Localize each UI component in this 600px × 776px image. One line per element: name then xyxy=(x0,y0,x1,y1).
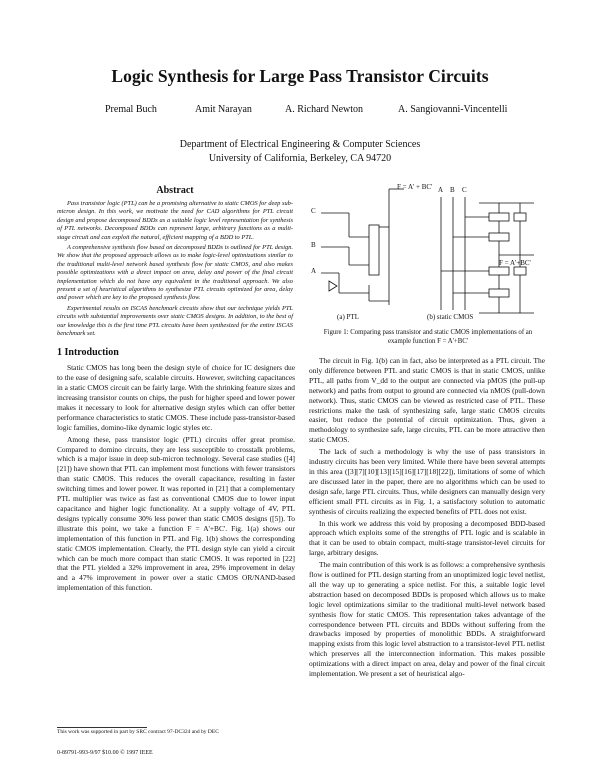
author-1: Premal Buch xyxy=(105,104,157,115)
figure-top-input-a: A xyxy=(438,186,444,194)
body-paragraph: In this work we address this void by proposing a decomposed BDD-based approach which exploits some of the strengths of PTL logic and is scalable in that it can be used to obtain compact, multi-stage transistor-level circuits for large, arbitrary designs. xyxy=(309,518,545,558)
figure-output-label: F = A' + BC' xyxy=(397,183,433,191)
nmos-transistor xyxy=(489,289,509,297)
pass-transistor-stack xyxy=(369,225,379,275)
author-4: A. Sangiovanni-Vincentelli xyxy=(398,104,508,115)
inverter-symbol xyxy=(329,281,337,291)
author-3: A. Richard Newton xyxy=(285,104,364,115)
body-paragraph: Static CMOS has long been the design style of choice for IC designers due to the ease of designing safe, scalable circuits. However, switching capacitances in a static CMOS circuit can be fairly large. With the shrinking feature sizes and increasing transistor counts on chips, the push for higher speed and lower power makes it necessary to look for alternative design styles which can offer better performance characteristics to static CMOS. These include pass-transistor-based logic families, domino-like dynamic logic styles etc. xyxy=(57,363,295,432)
body-paragraph: The main contribution of this work is as follows: a comprehensive synthesis flow is outlined for PTL design starting from an unoptimized logic level netlist, all the way up to generating a spice netlist. For this, a suitable logic level abstraction based on decomposed BDDs is proposed which allows us to make logic level optimizations similar to the traditional multi-level network based synthesis flow for static CMOS. This representation takes advantage of the correspondence between PTL circuits and BDDs without suffering from the drawbacks imposed by properties of monolithic BDDs. A straightforward mapping exists from this logic level abstraction to a transistor-level PTL netlist which preserves all the interconnection information. This makes possible optimizations with a direct impact on area, delay and power of the final circuit implementation. We present a set of heuristical algo- xyxy=(309,560,545,679)
left-column xyxy=(57,182,321,595)
affiliation-university: University of California, Berkeley, CA 94720 xyxy=(208,153,392,164)
pmos-transistor xyxy=(489,233,509,241)
figure-caption: Figure 1: Comparing pass transistor and static CMOS implementations of an example function F = A'+BC' xyxy=(323,329,533,345)
figure-input-b: B xyxy=(311,241,316,249)
body-paragraph: The lack of such a methodology is why the use of pass transistors in industry circuits has been very limited. While there have been several attempts in this area ([3][7][10][13][15][16][17][18][22]), limitations of some of which are discussed later in the paper, there are no algorithms which can be used to design safe, large PTL circuits. Thus, while designers can manually design very efficient small PTL circuits as in Fig. 1, a satisfactory solution to automatic synthesis of circuits realizing the expected benefits of PTL does not exist. xyxy=(309,447,545,516)
nmos-transistor xyxy=(514,267,526,275)
figure-top-input-b: B xyxy=(450,186,455,194)
figure-output-label-cmos: F = A'+BC' xyxy=(499,259,531,267)
abstract-paragraph: A comprehensive synthesis flow based on decomposed BDDs is outlined for PTL design. We show that the proposed approach allows us to make logic-level optimizations similar to the traditional multi-level network based synthesis flow for static CMOS, and also makes possible optimizations with a direct impact on area, delay and power of the final circuit implementation which do not have any equivalent in the traditional approach. We also present a set of heuristical algorithms to synthesize PTL circuits optimized for area, delay and power which are key to the proposed synthesis flow. xyxy=(57,243,293,302)
abstract-paragraph: Experimental results on ISCAS benchmark circuits show that our technique yields PTL circuits with substantial improvements over static CMOS designs. In addition, to the best of our knowledge this is the first time PTL circuits have been synthesized for the entire ISCAS benchmark set. xyxy=(57,304,293,337)
abstract-heading: Abstract xyxy=(156,185,194,196)
figure-top-input-c: C xyxy=(462,186,467,194)
circuit-diagram xyxy=(309,185,545,325)
footnote: This work was supported in part by SRC contract 97-DC324 and by DEC xyxy=(57,729,219,735)
body-paragraph: The circuit in Fig. 1(b) can in fact, also be interpreted as a PTL circuit. The only difference between PTL and static CMOS is that in static CMOS, unlike PTL, all paths from V_dd to the output are connected via pMOS (the pull-up network) and paths from output to ground are connected via nMOS (pull-down network). Thus, static CMOS can be viewed as restricted case of PTL. These restrictions make the task of synthesizing safe, large static CMOS circuits easier, but reduce the potential of circuit optimization. Thus, given a methodology to synthesize safe, large circuits, PTL can be more attractive then static CMOS. xyxy=(309,356,545,445)
pmos-transistor xyxy=(514,213,526,221)
section-heading-introduction: 1 Introduction xyxy=(57,347,119,359)
figure-input-a: A xyxy=(311,267,317,275)
affiliation-department: Department of Electrical Engineering & Computer Sciences xyxy=(179,139,421,150)
footnote-rule xyxy=(57,727,147,728)
right-column xyxy=(309,356,545,681)
author-2: Amit Narayan xyxy=(195,104,252,115)
subfigure-b-label: (b) static CMOS xyxy=(427,313,474,321)
pmos-transistor xyxy=(489,213,509,221)
figure-input-c: C xyxy=(311,207,316,215)
copyright-line: 0-89791-993-9/97 $10.00 © 1997 IEEE xyxy=(57,750,153,756)
nmos-transistor xyxy=(489,267,509,275)
subfigure-a-label: (a) PTL xyxy=(337,313,359,321)
body-paragraph: Among these, pass transistor logic (PTL) circuits offer great promise. Compared to domino circuits, they are less susceptible to crosstalk problems, which is a major issue in deep sub-micron technology. Several case studies ([4][21]) have shown that PTL can implement most functions with fewer transistors than static CMOS. This reduces the overall capacitance, resulting in faster switching times and lower power. It was reported in [21] that a complementary PTL multiplier was twice as fast as conventional CMOS due to lower input capacitance and higher logic functionality. At a supply voltage of 4V, PTL designs typically consume 30% less power than static CMOS designs ([5]). To illustrate this point, we take a function F = A'+BC'. Fig. 1(a) shows our implementation of this function in PTL and Fig. 1(b) shows the corresponding static CMOS implementation. Clearly, the PTL design style can yield a circuit which can be much more compact than static CMOS. It was reported in [22] that the PTL yielded a 32% improvement in area, 29% improvement in delay and a 47% improvement in power over a static CMOS OR/NAND-based implementation of this function. xyxy=(57,434,295,593)
affiliation xyxy=(0,138,600,166)
abstract-paragraph: Pass transistor logic (PTL) can be a promising alternative to static CMOS for deep sub-micron design. In this work, we motivate the need for CAD algorithms for PTL circuit design and propose decomposed BDDs as a suitable logic level representation for synthesis of PTL networks. Decomposed BDDs can represent large, arbitrary functions as a multi-stage circuit and can exploit the natural, efficient mapping of a BDD to PTL. xyxy=(57,199,293,241)
figure-1 xyxy=(309,185,545,330)
author-list xyxy=(0,104,600,118)
abstract xyxy=(57,200,293,339)
paper-title: Logic Synthesis for Large Pass Transistor Circuits xyxy=(111,66,489,86)
introduction-body xyxy=(57,363,295,593)
